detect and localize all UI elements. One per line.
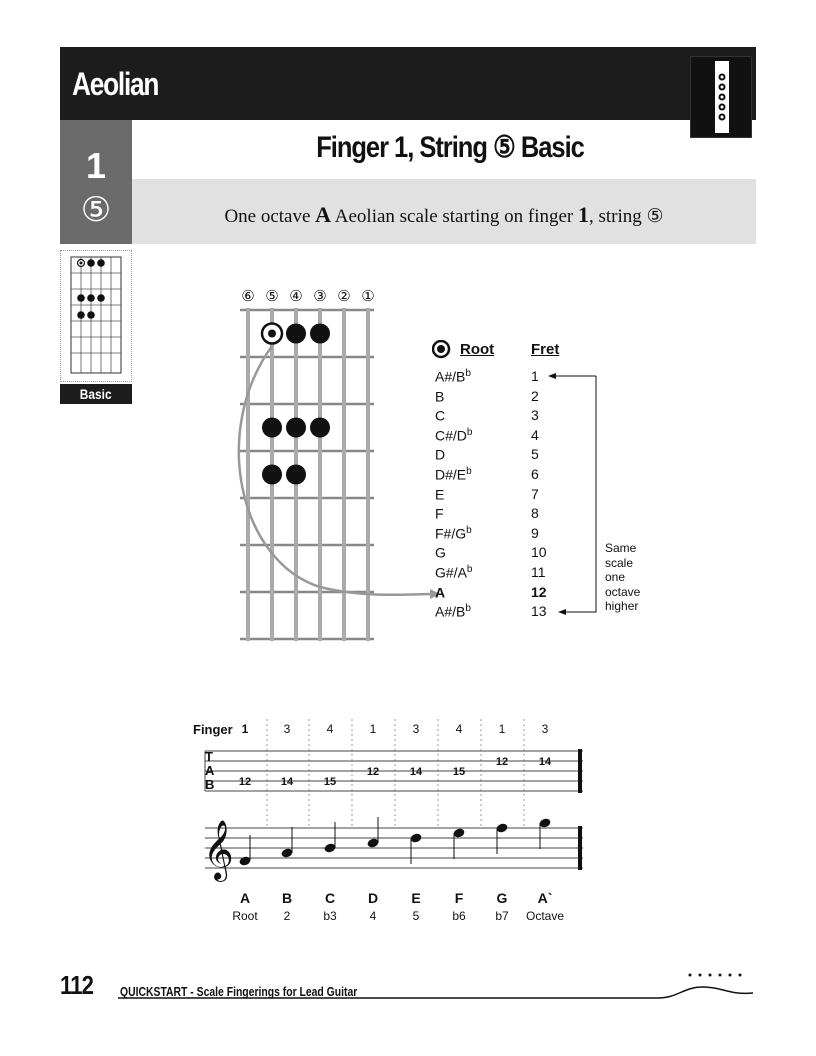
finger-dot <box>286 324 306 344</box>
fret-number: 9 <box>531 524 539 541</box>
book-title: QUICKSTART - Scale Fingerings for Lead Guitar <box>120 984 358 999</box>
tab-fret: 14 <box>538 756 552 768</box>
tab-fret: 12 <box>366 766 380 778</box>
root-note: D <box>435 447 446 464</box>
fret-number: 1 <box>531 368 539 384</box>
root-note: $F\#/G^b$ <box>435 524 472 542</box>
tab-letter-a: A <box>205 763 215 778</box>
guitar-neck-footer-icon <box>118 965 758 1005</box>
tab-staff <box>205 751 583 791</box>
tab-fret: 12 <box>495 756 509 768</box>
root-note: $C\#/D^b$ <box>435 426 473 444</box>
root-note: $A\#/B^b$ <box>435 603 471 620</box>
page-title: Aeolian <box>72 66 159 102</box>
finger-number: 1 <box>369 722 377 736</box>
note-name: A` <box>537 890 553 906</box>
root-note: $A\#/B^b$ <box>435 368 471 385</box>
header-bar <box>60 47 756 120</box>
scale-degree: 2 <box>283 909 291 923</box>
finger-dot <box>310 418 330 438</box>
finger-label: Finger <box>193 722 233 737</box>
string-label-2: ② <box>337 287 351 305</box>
finger-dot <box>286 465 306 485</box>
tab-fret: 15 <box>452 766 466 778</box>
notation-area <box>195 715 605 945</box>
fret-number: 7 <box>531 485 539 502</box>
root-fret-table <box>430 338 660 628</box>
note-name: B <box>281 890 293 906</box>
guitar-neck-logo <box>690 56 752 138</box>
finger-number: 1 <box>241 722 249 736</box>
fret-number: 2 <box>531 387 539 404</box>
fret-number: 13 <box>531 603 547 620</box>
tab-fret: 12 <box>238 776 252 788</box>
fret-number: 4 <box>531 426 539 443</box>
scale-degree: Root <box>232 909 258 923</box>
treble-clef-icon: 𝄞 <box>203 820 234 880</box>
root-note: $D\#/E^b$ <box>435 466 472 483</box>
mini-fretboard-thumbnail <box>60 250 132 382</box>
scale-degree: 4 <box>369 909 377 923</box>
page-number: 112 <box>60 970 94 1000</box>
note-name: A <box>239 890 251 906</box>
scale-degree: 5 <box>412 909 420 923</box>
fret-number: 8 <box>531 505 539 522</box>
basic-tag: Basic <box>60 384 132 404</box>
tab-fret: 15 <box>323 776 337 788</box>
finger-number: 1 <box>85 145 107 186</box>
fret-number: 5 <box>531 446 539 463</box>
music-staff <box>205 828 583 868</box>
note-name: E <box>411 890 421 906</box>
octave-bracket <box>520 370 600 618</box>
scale-degree: Octave <box>525 909 565 923</box>
frets <box>240 310 374 639</box>
root-dot-center <box>268 330 276 338</box>
string-symbol: ⑤ <box>80 191 112 229</box>
root-note: A <box>435 584 446 601</box>
note-name: D <box>367 890 379 906</box>
root-note: F <box>435 505 444 522</box>
note-name: G <box>496 890 508 906</box>
scale-degree: b3 <box>323 909 337 923</box>
note-name: C <box>324 890 336 906</box>
description: One octave A Aeolian scale starting on finger 1, string ⑤ <box>224 202 664 227</box>
root-note: G <box>435 545 446 562</box>
root-note: E <box>435 486 445 503</box>
finger-dot <box>286 418 306 438</box>
section-subtitle: Finger 1, String ⑤ Basic <box>316 131 584 164</box>
fret-number: 10 <box>531 544 547 561</box>
scale-degree: b7 <box>495 909 509 923</box>
scale-degree: b6 <box>452 909 466 923</box>
fret-number: 3 <box>531 407 539 424</box>
finger-dot <box>262 465 282 485</box>
note-name: F <box>454 890 464 906</box>
finger-number: 3 <box>541 722 549 736</box>
finger-number: 3 <box>283 722 291 736</box>
tab-fret: 14 <box>280 776 294 788</box>
root-note: B <box>435 388 445 405</box>
octave-note: Same scale one octave higher <box>605 541 641 614</box>
root-note: C <box>435 407 446 424</box>
finger-dot <box>262 418 282 438</box>
finger-dot <box>310 324 330 344</box>
string-label-4: ④ <box>289 287 303 305</box>
finger-number: 4 <box>326 722 334 736</box>
root-header: Root <box>460 341 495 358</box>
string-label-6: ⑥ <box>241 287 255 305</box>
tab-letter-t: T <box>205 749 213 764</box>
fret-number: 11 <box>531 564 546 580</box>
fret-header: Fret <box>531 341 560 358</box>
fret-number: 6 <box>531 466 539 482</box>
root-note: $G\#/A^b$ <box>435 564 473 581</box>
string-label-1: ① <box>361 287 375 305</box>
string-label-5: ⑤ <box>265 287 279 305</box>
string-label-3: ③ <box>313 287 327 305</box>
fret-number: 12 <box>531 583 547 600</box>
finger-number: 4 <box>455 722 463 736</box>
tab-fret: 14 <box>409 766 423 778</box>
finger-number: 1 <box>498 722 506 736</box>
root-symbol-icon <box>432 340 452 360</box>
finger-number: 3 <box>412 722 420 736</box>
tab-letter-b: B <box>205 777 215 792</box>
